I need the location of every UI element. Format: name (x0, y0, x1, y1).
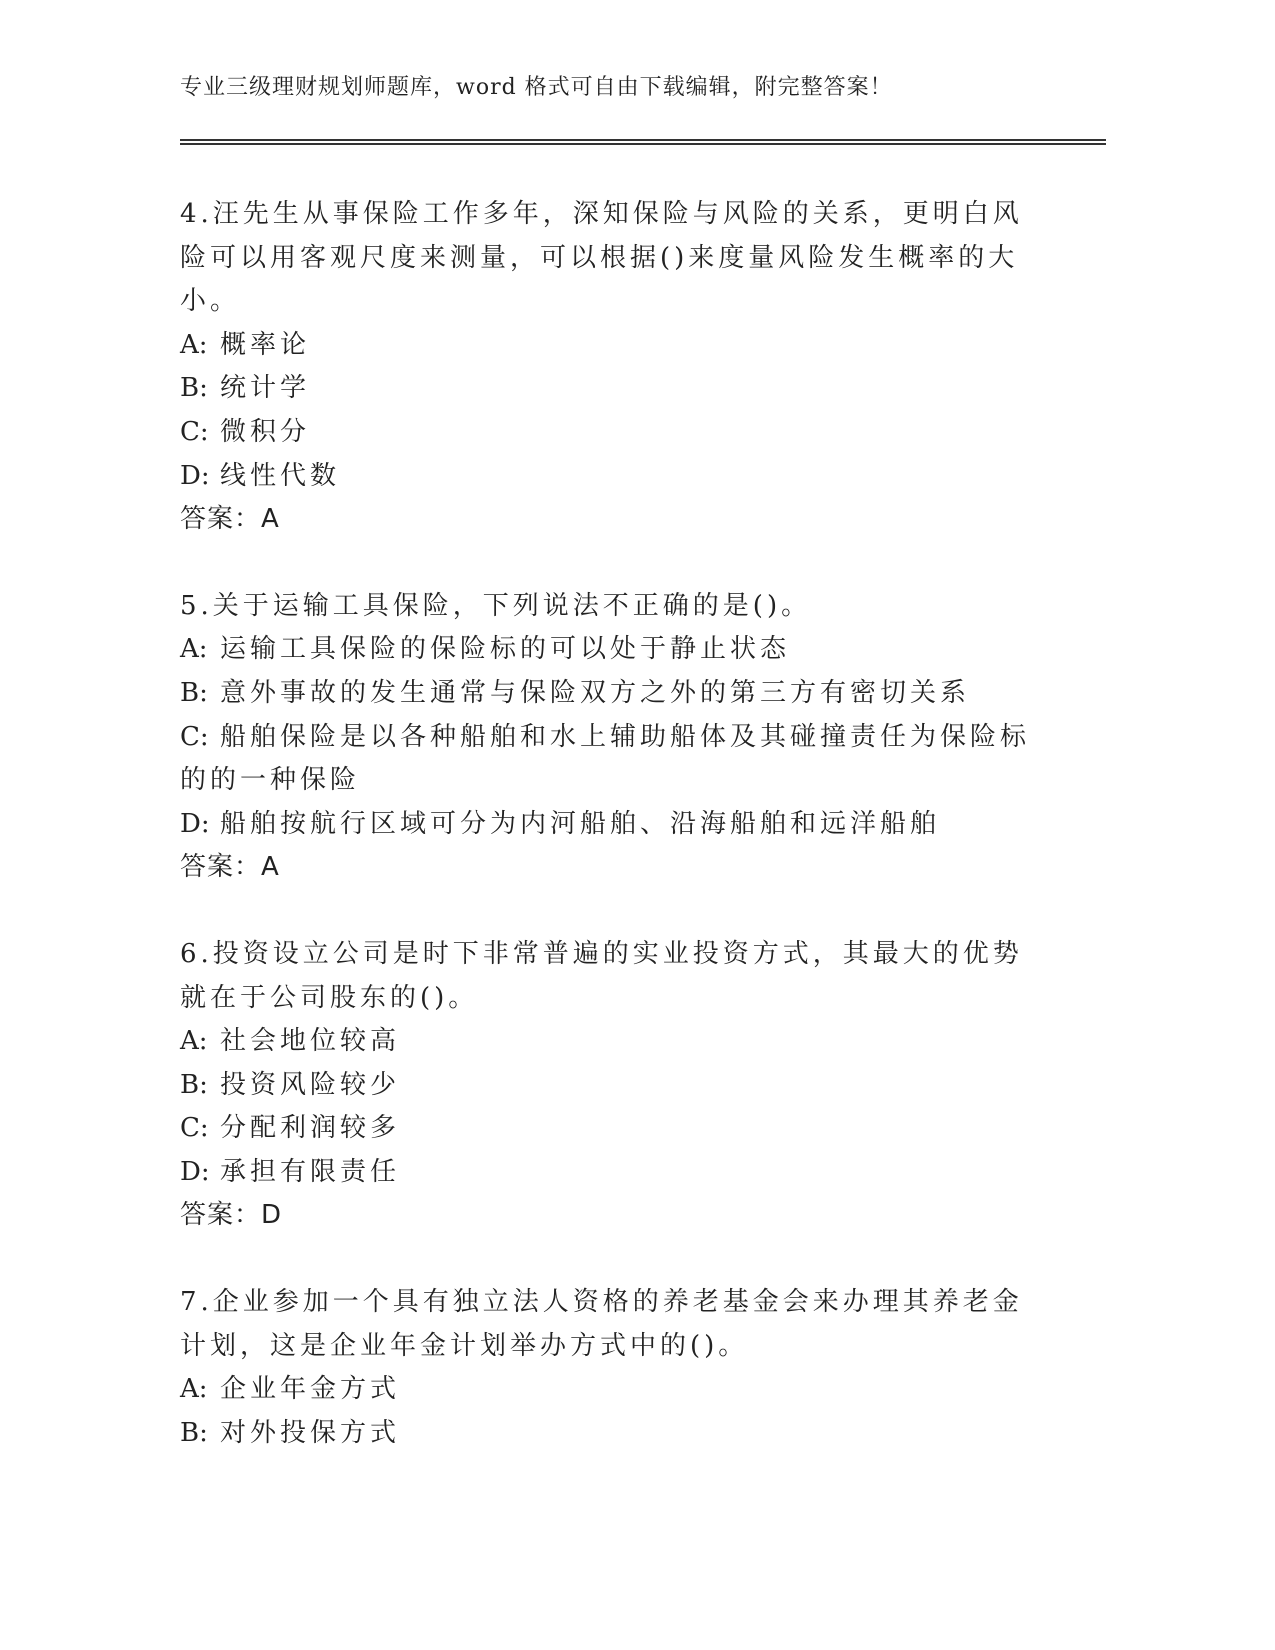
answer-line: 答案：D (180, 1200, 283, 1231)
option-d (180, 803, 1080, 847)
option-text: 意外事故的发生通常与保险双方之外的第三方有密切关系 (220, 677, 971, 708)
page-header: 专业三级理财规划师题库，word 格式可自由下载编辑，附完整答案！ (180, 75, 893, 100)
option-letter: B: (180, 677, 208, 708)
option-c (180, 411, 1080, 455)
option-c (180, 716, 1040, 803)
option-letter: B: (180, 1069, 208, 1100)
option-letter: D: (180, 808, 210, 839)
option-b (180, 1064, 1080, 1108)
option-text: 分配利润较多 (220, 1113, 401, 1144)
option-text: 对外投保方式 (220, 1417, 401, 1448)
option-text: 投资风险较少 (220, 1069, 401, 1100)
header-divider (180, 139, 1106, 145)
option-text: 船舶保险是以各种船舶和水上辅助船体及其碰撞责任为保险标的的一种保险 (180, 721, 1031, 796)
option-text: 运输工具保险的保险标的可以处于静止状态 (220, 634, 791, 665)
option-a (180, 1020, 1080, 1064)
option-text: 企业年金方式 (220, 1374, 401, 1405)
option-a (180, 1368, 1080, 1412)
question-4 (180, 193, 1080, 542)
option-a (180, 628, 1080, 672)
option-letter: C: (180, 1113, 209, 1144)
option-letter: C: (180, 416, 209, 447)
answer-line: 答案：A (180, 504, 280, 535)
option-text: 概率论 (220, 329, 311, 360)
option-b (180, 672, 1080, 716)
option-text: 统计学 (220, 373, 311, 404)
option-d (180, 455, 1080, 499)
option-letter: A: (180, 1026, 208, 1057)
option-b (180, 367, 1080, 411)
question-6 (180, 933, 1080, 1238)
option-letter: A: (180, 329, 208, 360)
answer-line: 答案：A (180, 852, 280, 883)
question-stem: 7.企业参加一个具有独立法人资格的养老基金会来办理其养老金计划，这是企业年金计划举办方式中的()。 (180, 1287, 1023, 1361)
option-letter: A: (180, 1374, 208, 1405)
option-c (180, 1107, 1080, 1151)
option-letter: B: (180, 373, 208, 404)
question-5 (180, 585, 1080, 890)
option-text: 微积分 (220, 416, 311, 447)
question-7 (180, 1281, 1080, 1455)
option-text: 社会地位较高 (220, 1026, 401, 1057)
option-letter: A: (180, 634, 208, 665)
option-letter: D: (180, 1156, 210, 1187)
option-letter: D: (180, 460, 210, 491)
question-list (180, 193, 1080, 1498)
option-a (180, 324, 1080, 368)
question-stem: 5.关于运输工具保险，下列说法不正确的是()。 (180, 590, 812, 621)
option-letter: C: (180, 721, 209, 752)
option-text: 船舶按航行区域可分为内河船舶、沿海船舶和远洋船舶 (220, 808, 941, 839)
option-d (180, 1151, 1080, 1195)
option-b (180, 1412, 1080, 1456)
option-text: 线性代数 (220, 460, 341, 491)
question-stem: 6.投资设立公司是时下非常普遍的实业投资方式，其最大的优势就在于公司股东的()。 (180, 938, 1023, 1013)
option-text: 承担有限责任 (220, 1156, 401, 1187)
option-letter: B: (180, 1417, 208, 1448)
question-stem: 4.汪先生从事保险工作多年，深知保险与风险的关系，更明白风险可以用客观尺度来测量，可以根据()来度量风险发生概率的大小。 (180, 199, 1023, 317)
